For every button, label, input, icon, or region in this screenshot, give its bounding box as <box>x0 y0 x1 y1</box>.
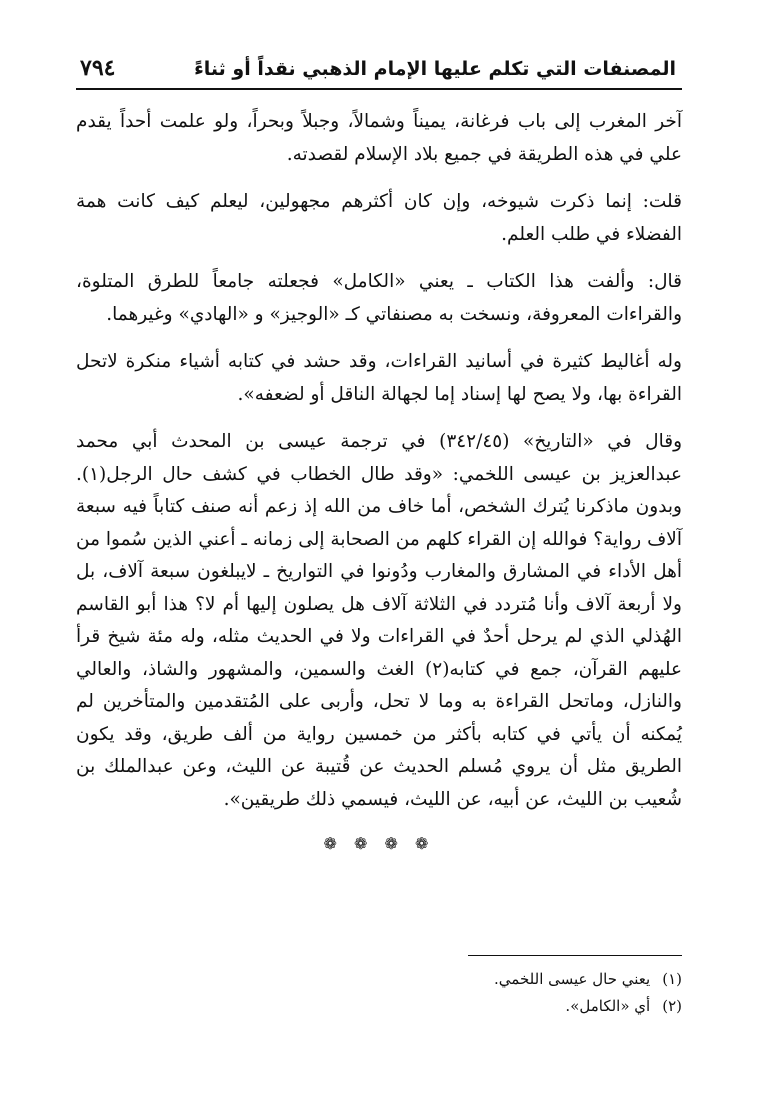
paragraph: آخر المغرب إلى باب فرغانة، يميناً وشمالاً، وجبلاً وبحراً، ولو علمت أحداً يقدم علي في هذه الطريقة في جميع بلاد الإسلام لقصدته. <box>76 111 682 165</box>
paragraph: وقال في «التاريخ» (٣٤٢/٤٥) في ترجمة عيسى بن المحدث أبي محمد عبدالعزيز بن عيسى اللخمي: «وقد طال الخطاب في كشف حال الرجل(١). وبدون ماذكرنا يُترك الشخص، أما خاف من الله إذ زعم أنه صنف كتاباً فيه سبعة آلاف رواية؟ فوالله إن القراء كلهم من الصحابة إلى زمانه ـ أعني الذين سُموا من أهل الأداء في المشارق والمغارب ودُونوا في التواريخ ـ لايبلغون سبعة آلاف، بل ولا أربعة آلاف وأنا مُتردد في الثلاثة آلاف هل يصلون إليها أم لا؟ هذا أبو القاسم الهُذلي الذي لم يرحل أحدٌ في القراءات ولا في الحديث مثله، وله مئة شيخ قرأ عليهم القرآن، جمع في كتابه(٢) الغث والسمين، والمشهور والشاذ، والعالي والنازل، وماتحل القراءة به وما لا تحل، وأربى على المُتقدمين والمتأخرين لم يُمكنه أن يأتي في كتابه بأكثر من خمسين رواية من ألف طريق، وقد يكون الطريق مثل أن يروي مُسلم الحديث عن قُتيبة عن الليث، وعن عبدالملك بن شُعيب بن الليث، عن أبيه، عن الليث، فيسمي ذلك طريقين». <box>76 431 682 810</box>
footnote-text: يعني حال عيسى اللخمي. <box>494 970 651 988</box>
footnote <box>76 993 682 1020</box>
paragraph: قلت: إنما ذكرت شيوخه، وإن كان أكثرهم مجهولين، ليعلم كيف كانت همة الفضلاء في طلب العلم. <box>76 191 682 245</box>
footnote-number: (١) <box>662 970 682 988</box>
main-text <box>76 106 682 853</box>
running-title: المصنفات التي تكلم عليها الإمام الذهبي نقداً أو ثناءً <box>194 58 676 80</box>
footnote-text: أي «الكامل». <box>565 997 651 1015</box>
footnote-number: (٢) <box>662 997 682 1015</box>
paragraph: وله أغاليط كثيرة في أسانيد القراءات، وقد حشد في كتابه أشياء منكرة لاتحل القراءة بها، ولا يصح لها إسناد إما لجهالة الناقل أو لضعفه». <box>76 351 682 405</box>
footnotes <box>76 966 682 1020</box>
section-separator: ❁ ❁ ❁ ❁ <box>323 834 435 853</box>
footnote-rule <box>468 955 682 956</box>
page-number: ٧٩٤ <box>80 55 116 81</box>
footnote <box>76 966 682 993</box>
paragraph: قال: وألفت هذا الكتاب ـ يعني «الكامل» فجعلته جامعاً للطرق المتلوة، والقراءات المعروفة، ونسخت به مصنفاتي كـ «الوجيز» و «الهادي» وغيرهما. <box>76 271 682 325</box>
running-header <box>76 52 682 90</box>
